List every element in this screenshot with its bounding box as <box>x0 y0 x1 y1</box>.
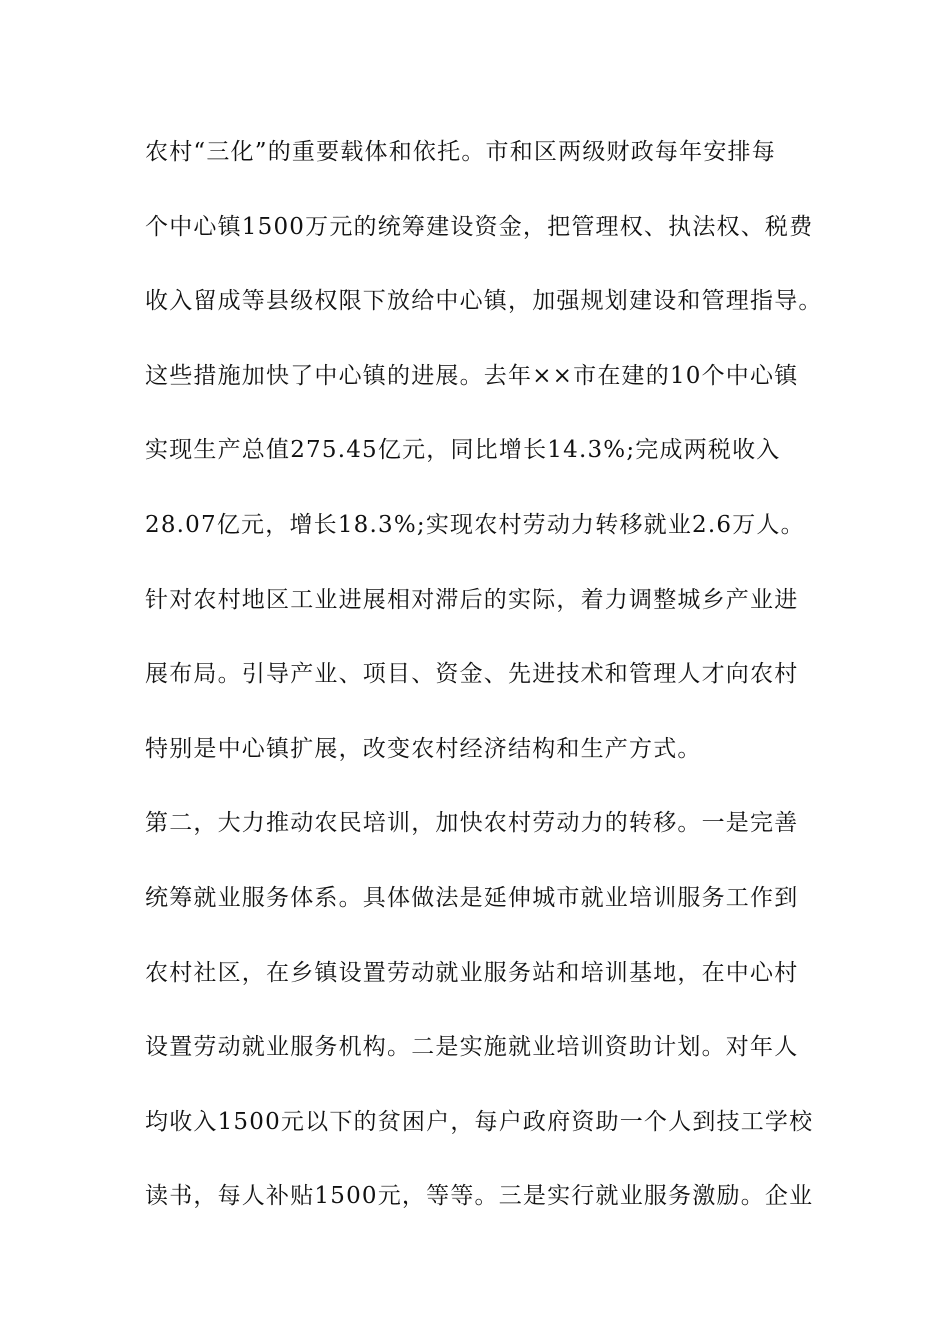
text-line: 读书，每人补贴1500元，等等。三是实行就业服务激励。企业 <box>145 1183 814 1210</box>
text-line: 设置劳动就业服务机构。二是实施就业培训资助计划。对年人 <box>145 1034 799 1061</box>
text-line: 统筹就业服务体系。具体做法是延伸城市就业培训服务工作到 <box>145 884 799 911</box>
text-line: 均收入1500元以下的贫困户，每户政府资助一个人到技工学校 <box>145 1108 814 1135</box>
text-line: 28.07亿元，增长18.3%;实现农村劳动力转移就业2.6万人。 <box>145 511 805 538</box>
text-line: 第二，大力推动农民培训，加快农村劳动力的转移。一是完善 <box>145 810 799 837</box>
text-line: 针对农村地区工业进展相对滞后的实际，着力调整城乡产业进 <box>145 586 799 613</box>
text-line: 农村社区，在乡镇设置劳动就业服务站和培训基地，在中心村 <box>145 959 799 986</box>
text-line: 展布局。引导产业、项目、资金、先进技术和管理人才向农村 <box>145 661 799 688</box>
body-text <box>145 132 845 1251</box>
text-line: 实现生产总值275.45亿元，同比增长14.3%;完成两税收入 <box>145 437 781 464</box>
text-line: 收入留成等县级权限下放给中心镇，加强规划建设和管理指导。 <box>145 288 823 315</box>
text-line: 这些措施加快了中心镇的进展。去年××市在建的10个中心镇 <box>145 362 799 389</box>
text-line: 特别是中心镇扩展，改变农村经济结构和生产方式。 <box>145 735 702 762</box>
text-line: 农村“三化”的重要载体和依托。市和区两级财政每年安排每 <box>145 139 776 165</box>
text-line: 个中心镇1500万元的统筹建设资金，把管理权、执法权、税费 <box>145 213 814 240</box>
